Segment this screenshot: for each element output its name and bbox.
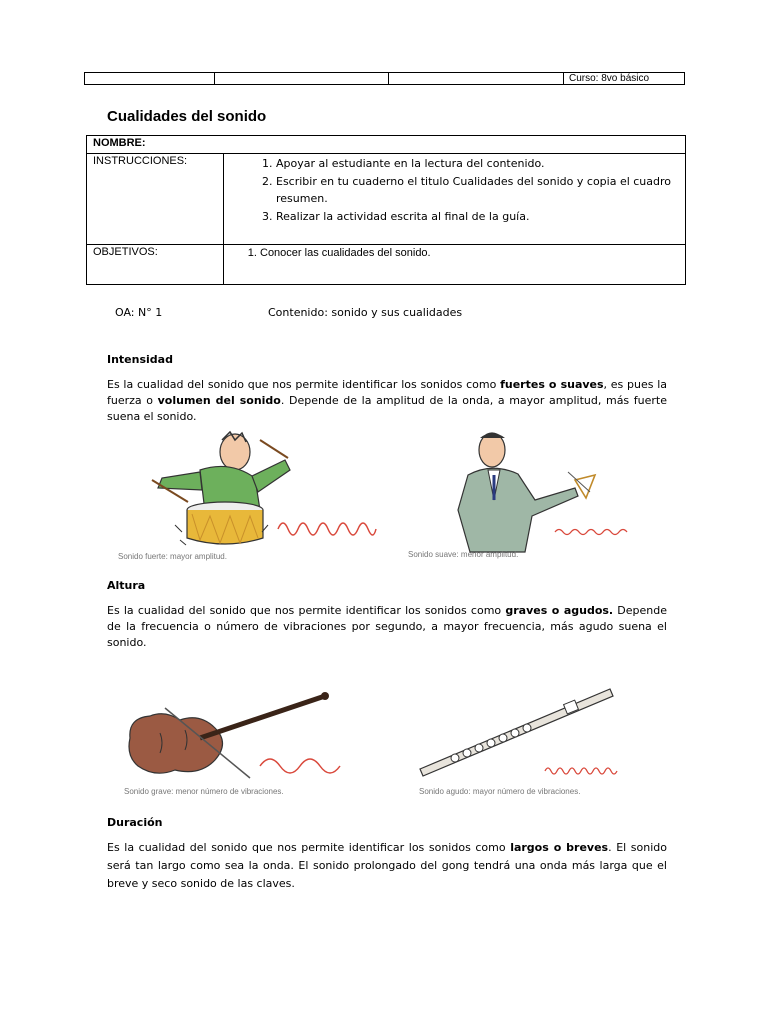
- wave-low-frequency: [260, 754, 345, 778]
- caption-agudo: Sonido agudo: mayor número de vibraciones.: [419, 787, 581, 796]
- text-span: Es la cualidad del sonido que nos permite identificar los sonidos como: [107, 841, 511, 854]
- header-cell-2: [215, 73, 389, 84]
- objetivos-label: OBJETIVOS:: [87, 245, 224, 285]
- bold-span: fuertes o suaves: [500, 378, 604, 391]
- contenido-label: Contenido: sonido y sus cualidades: [268, 306, 463, 319]
- course-label: Curso: 8vo básico: [569, 73, 650, 84]
- section-heading-duracion: Duración: [107, 816, 163, 829]
- text-span: Es la cualidad del sonido que nos permite identificar los sonidos como: [107, 604, 506, 617]
- objetivo-item: 1. Conocer las cualidades del sonido.: [260, 246, 679, 260]
- instrucciones-cell: [224, 154, 686, 245]
- bold-span: graves o agudos.: [505, 604, 614, 617]
- text-span: Depende de la frecuencia o número de vibraciones por segundo, a mayor frecuencia, más agudo suena el sonido.: [107, 604, 667, 649]
- text-span: Es la cualidad del sonido que nos permite identificar los sonidos como: [107, 378, 501, 391]
- instrucciones-list: [230, 155, 679, 225]
- header-cell-1: [85, 73, 215, 84]
- header-cell-3: [389, 73, 564, 84]
- instruccion-item: 2. Escribir en tu cuaderno el titulo Cualidades del sonido y copia el cuadro resumen.: [276, 173, 679, 208]
- section-heading-altura: Altura: [107, 579, 146, 592]
- drummer-illustration: [140, 430, 300, 555]
- instruccion-item: 3. Realizar la actividad escrita al final de la guía.: [276, 208, 679, 226]
- bold-span: largos o breves: [510, 841, 609, 854]
- text-span: , es pues la fuerza o: [107, 378, 668, 407]
- bold-span: volumen del sonido: [157, 394, 281, 407]
- wave-high-amplitude: [278, 517, 378, 541]
- caption-fuerte: Sonido fuerte: mayor amplitud.: [118, 552, 227, 561]
- course-header-table: [84, 72, 685, 85]
- paragraph-intensidad: [107, 377, 667, 425]
- text-span: . Depende de la amplitud de la onda, a mayor amplitud, más fuerte suena el sonido.: [107, 394, 667, 423]
- oa-label: OA: N° 1: [115, 306, 163, 319]
- paragraph-altura: [107, 603, 667, 651]
- wave-high-frequency: [545, 765, 625, 777]
- wave-low-amplitude: [555, 525, 635, 539]
- caption-suave: Sonido suave: menor amplitud.: [408, 550, 519, 559]
- instruccion-item: 1. Apoyar al estudiante en la lectura del contenido.: [276, 155, 679, 173]
- info-table: [86, 135, 686, 285]
- nombre-label: NOMBRE:: [87, 136, 686, 154]
- instrucciones-label: INSTRUCCIONES:: [87, 154, 224, 245]
- paragraph-duracion: [107, 839, 667, 893]
- caption-grave: Sonido grave: menor número de vibraciones.: [124, 787, 284, 796]
- section-heading-intensidad: Intensidad: [107, 353, 173, 366]
- objetivos-list: [230, 246, 679, 260]
- page-title: Cualidades del sonido: [107, 108, 267, 125]
- text-span: . El sonido será tan largo como sea la onda. El sonido prolongado del gong tendrá una onda más larga que el breve y seco sonido de las claves.: [107, 841, 667, 890]
- objetivos-cell: [224, 245, 686, 285]
